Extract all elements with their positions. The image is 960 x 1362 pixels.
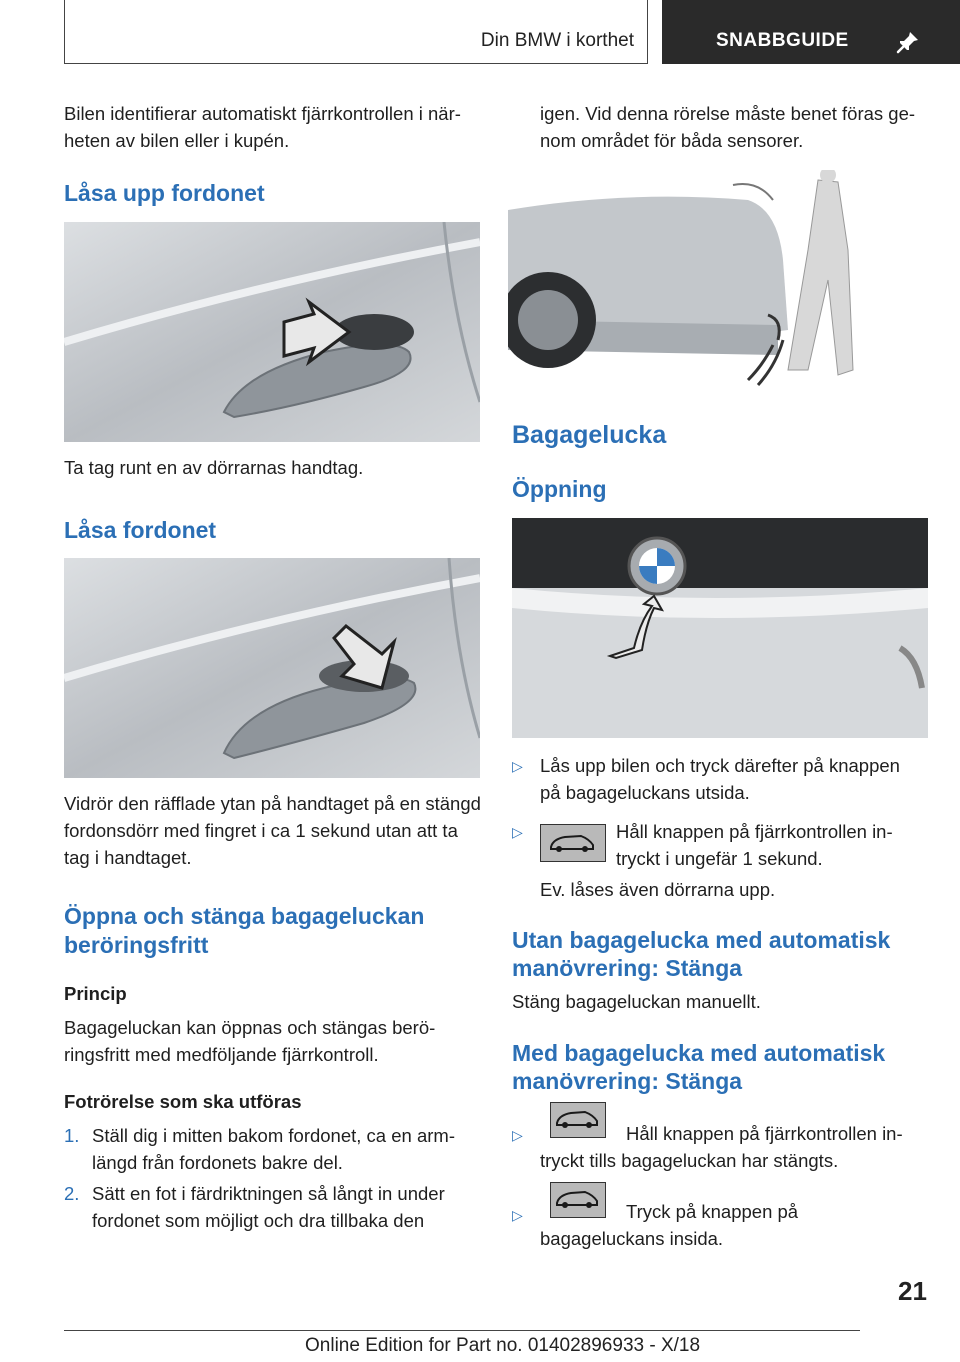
remote-trunk-button-icon: [550, 1102, 606, 1138]
list-item: [512, 818, 922, 878]
trunk-inside-button-icon: [550, 1182, 606, 1218]
footer-divider: [64, 1330, 860, 1331]
list-item: [512, 1102, 927, 1172]
triangle-bullet-icon: ▷: [512, 1207, 523, 1223]
list-item-text: Tryck på knappen på bagageluckans insida.: [540, 1201, 799, 1249]
with-auto-heading: Med bagagelucka med automatisk manövrering: Stänga: [512, 1040, 886, 1094]
page-number: 21: [898, 1276, 927, 1306]
principle-heading: Princip: [64, 983, 127, 1004]
lock-heading: Låsa fordonet: [64, 517, 217, 543]
opening-note: Ev. låses även dörrarna upp.: [540, 879, 776, 900]
footer-edition: Online Edition for Part no. 01402896933 - X/18: [305, 1335, 701, 1356]
step-number: 2.: [64, 1183, 80, 1204]
intro-text: Bilen identifierar automatiskt fjärrkontrollen i närheten av bilen eller i kupén.: [64, 103, 461, 151]
step-item: [64, 1180, 484, 1240]
unlock-heading: Låsa upp fordonet: [64, 180, 265, 206]
list-item-text: Håll knappen på fjärrkontrollen intryckt i ungefär 1 sekund.: [616, 821, 893, 869]
door-handle-lock-image: [64, 558, 480, 778]
door-handle-unlock-image: [64, 222, 480, 442]
triangle-bullet-icon: ▷: [512, 758, 523, 774]
without-auto-text: Stäng bagageluckan manuellt.: [512, 991, 761, 1012]
unlock-text: Ta tag runt en av dörrarnas handtag.: [64, 457, 364, 478]
lock-text: Vidrör den räfflade ytan på handtaget på en stängd fordonsdörr med fingret i ca 1 sekund utan att ta tag i handtaget.: [64, 793, 481, 868]
opening-heading: Öppning: [512, 476, 607, 502]
foot-sensor-image: [508, 170, 888, 390]
list-item: [512, 752, 922, 812]
section-title: Din BMW i korthet: [480, 30, 634, 51]
without-auto-heading: Utan bagagelucka med automatisk manövrering: Stänga: [512, 927, 891, 981]
step-text: Ställ dig i mitten bakom fordonet, ca en armlängd från fordonets bakre del.: [92, 1125, 455, 1173]
step-text: Sätt en fot i färdriktningen så långt in under fordonet som möjligt och dra tillbaka den: [92, 1183, 445, 1231]
movement-heading: Fotrörelse som ska utföras: [64, 1091, 302, 1112]
list-item-text: Lås upp bilen och tryck därefter på knappen på bagageluckans utsida.: [540, 755, 900, 803]
remote-trunk-button-icon: [540, 824, 606, 862]
continued-text: igen. Vid denna rörelse måste benet föras genom området för båda sensorer.: [540, 103, 916, 151]
triangle-bullet-icon: ▷: [512, 1127, 523, 1143]
guide-label: SNABBGUIDE: [716, 30, 849, 51]
pin-icon: [896, 30, 920, 54]
step-number: 1.: [64, 1125, 80, 1146]
trunk-heading: Bagagelucka: [512, 421, 667, 449]
trunk-button-image: [512, 518, 928, 738]
triangle-bullet-icon: ▷: [512, 824, 523, 840]
principle-text: Bagageluckan kan öppnas och stängas beröringsfritt med medföljande fjärrkontroll.: [64, 1017, 436, 1065]
list-item-text: Håll knappen på fjärrkontrollen intryckt tills bagageluckan har stängts.: [540, 1123, 903, 1171]
list-item: [512, 1182, 927, 1252]
hands-free-heading: Öppna och stänga bagageluckan beröringsfritt: [64, 903, 425, 958]
step-item: [64, 1122, 484, 1182]
